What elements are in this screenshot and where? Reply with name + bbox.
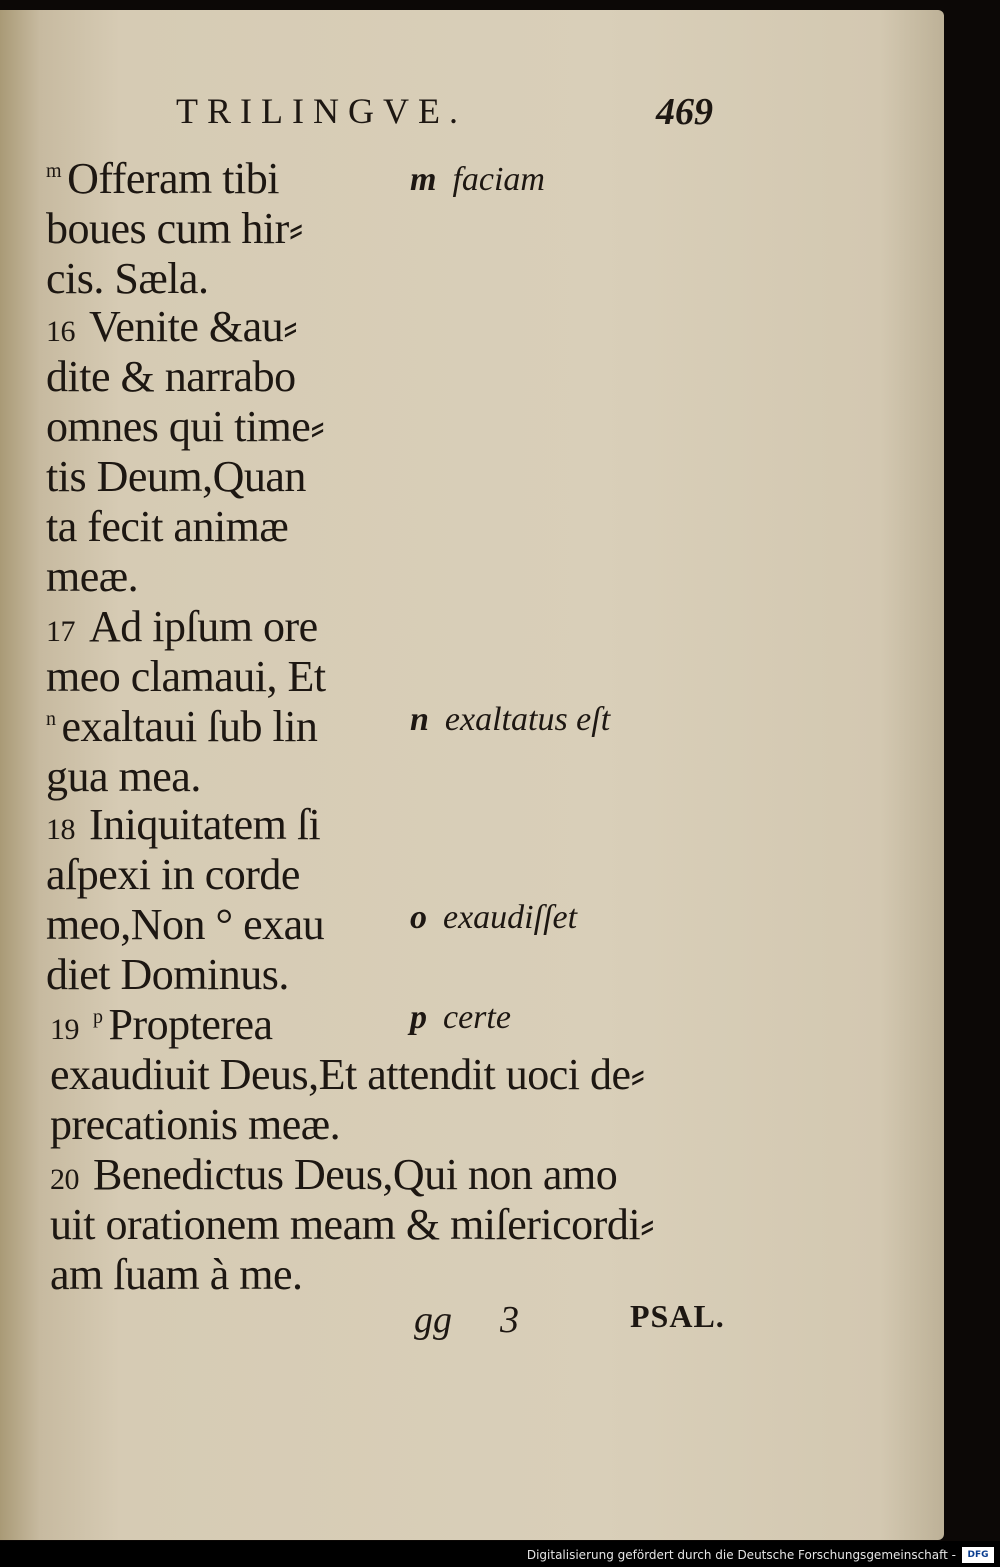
line-text: Benedictus Deus,Qui non amo (93, 1150, 618, 1199)
line-text: Ad ipſum ore (89, 602, 318, 651)
gloss-key: n (410, 701, 429, 738)
gloss-key: m (410, 161, 437, 198)
text-line (46, 503, 288, 551)
text-line (50, 1001, 273, 1054)
gloss-text: certe (443, 999, 511, 1036)
margin-gloss (410, 160, 545, 200)
text-line (46, 403, 324, 451)
text-line (50, 1151, 617, 1204)
line-text: cis. Sæla. (46, 254, 209, 303)
line-text: dite & narrabo (46, 352, 296, 401)
page-number: 469 (656, 91, 713, 133)
text-line (46, 453, 306, 501)
line-text: Propterea (108, 1000, 273, 1049)
verse-number: 18 (46, 813, 75, 846)
text-line (46, 553, 138, 601)
line-text: boues cum hir⸗ (46, 204, 303, 253)
line-text: tis Deum,Quan (46, 452, 306, 501)
line-text: gua mea. (46, 752, 201, 801)
line-text: exaudiuit Deus,Et attendit uoci de⸗ (50, 1050, 645, 1099)
line-text: omnes qui time⸗ (46, 402, 325, 451)
text-line (46, 155, 279, 203)
text-line (46, 653, 326, 701)
text-line (46, 753, 201, 801)
text-line (50, 1101, 340, 1149)
text-line (46, 951, 289, 999)
line-text: am ſuam à me. (50, 1250, 303, 1299)
margin-gloss (410, 998, 511, 1038)
text-line (50, 1251, 303, 1299)
line-text: Iniquitatem ſi (89, 800, 321, 849)
text-line (50, 1201, 654, 1249)
line-text: ta fecit animæ (46, 502, 289, 551)
margin-gloss (410, 898, 577, 938)
gloss-text: exaudiſſet (443, 899, 578, 936)
line-text: meo,Non ° exau (46, 900, 325, 949)
line-text: exaltaui ſub lin (61, 702, 318, 751)
text-line (46, 353, 296, 401)
text-line (46, 801, 320, 854)
text-line (46, 255, 208, 303)
line-text: diet Dominus. (46, 950, 289, 999)
line-text: uit orationem meam & miſericordi⸗ (50, 1200, 655, 1249)
text-line (50, 1051, 645, 1099)
verse-number: 19 (50, 1013, 79, 1046)
margin-gloss (410, 700, 610, 740)
book-page (0, 10, 944, 1540)
verse-number: 20 (50, 1163, 79, 1196)
running-head: TRILINGVE. (176, 91, 467, 131)
line-text: meo clamaui, Et (46, 652, 326, 701)
gloss-text: faciam (452, 161, 545, 198)
verse-number: 16 (46, 315, 75, 348)
line-text: Venite &au⸗ (89, 302, 298, 351)
gloss-marker: n (46, 708, 56, 731)
text-line (46, 205, 303, 253)
catchword: PSAL. (630, 1298, 725, 1334)
signature-mark: gg 3 (414, 1299, 519, 1341)
text-line (46, 851, 300, 899)
gloss-key: o (410, 899, 427, 936)
footer-credit: Digitalisierung gefördert durch die Deutsche Forschungsgemeinschaft - (526, 1548, 956, 1562)
line-text: Offeram tibi (67, 154, 279, 203)
gloss-marker: p (93, 1006, 103, 1029)
text-line (46, 303, 297, 356)
text-line (46, 603, 318, 656)
verse-number: 17 (46, 615, 75, 648)
line-text: precationis meæ. (50, 1100, 341, 1149)
line-text: meæ. (46, 552, 139, 601)
gloss-text: exaltatus eſt (444, 701, 611, 738)
line-text: aſpexi in corde (46, 850, 300, 899)
gloss-marker: m (46, 160, 62, 183)
text-line (46, 901, 324, 949)
text-line (46, 703, 317, 751)
gloss-key: p (410, 999, 427, 1036)
digitization-footer (0, 1541, 1000, 1567)
dfg-logo: DFG (962, 1547, 994, 1563)
